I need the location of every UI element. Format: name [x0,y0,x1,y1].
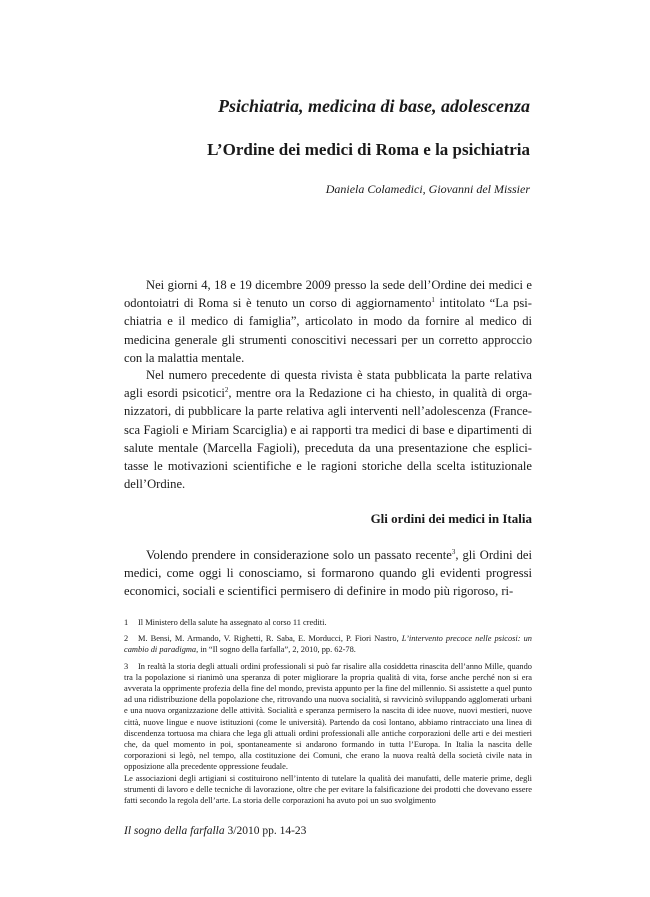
footnote-number: 3 [124,661,129,671]
paragraph-text: , gli Ordini dei medici, come oggi li conosciamo, si formarono quando gli evidenti progressi economici, sociali e scientifici permisero di definire in modo più rigoroso, ri- [124,548,532,599]
footnote-3-continued: Le associazioni degli artigiani si costituirono nell’intento di tutelare la qualità dei manufatti, delle materie prime, degli strumenti di lavoro e delle tecniche di lavorazione, oltre che per evitare la falsificazione dei prodotti che dovevano essere fatti secondo la regola dell’arte. La storia delle corporazioni ha avuto poi un suo svolgimento [124,773,532,806]
issue-pages: 3/2010 pp. 14-23 [224,825,307,837]
section-title: Psichiatria, medicina di base, adolescenza [218,96,530,116]
article-authors: Daniela Colamedici, Giovanni del Missier [325,182,530,196]
paragraph-text: Volendo prendere in considerazione solo un passato recente [146,548,452,562]
footnote-text: M. Bensi, M. Armando, V. Righetti, R. Saba, E. Morducci, P. Fiori Nastro, [138,634,402,644]
article-title: L’Ordine dei medici di Roma e la psichiatria [207,140,530,159]
footnote-text: , in “Il sogno della farfalla”, 2, 2010, pp. 62-78. [196,645,356,655]
paragraph-text: Nel numero precedente di questa rivista è stata pubblicata la parte relativa agli esordi psicotici [124,368,532,401]
body-paragraph-2 [124,366,532,493]
paragraph-text: , mentre ora la Redazione ci ha chiesto, in qualità di organizzatori, di pubblicare la parte relativa agli interventi nell’adolescenza (Francesca Fagioli e Miriam Scarciglia) e ai rapporti tra medici di base e dipartimenti di salute mentale (Marcella Fagioli), preceduta da una presentazione che esplicitasse le motivazioni scientifiche e le ragioni storiche della scelta istituzionale dell’Ordine. [124,386,532,492]
footnote-2 [124,633,532,655]
journal-name: Il sogno della farfalla [124,825,225,837]
footnote-ref-3[interactable]: 3 [451,548,456,556]
paragraph-text: Nei giorni 4, 18 e 19 dicembre 2009 presso la sede dell’Ordine dei medici e odontoiatri di Roma si è tenuto un corso di aggiornamento [124,278,532,311]
section-subheading: Gli ordini dei medici in Italia [370,511,532,526]
paragraph-text: intitolato “La psichiatria e il medico di famiglia”, articolato in modo da fornire al medico di medicina generale gli strumenti conoscitivi necessari per un corretto approccio con la malattia mentale. [124,296,532,365]
footnote-text: In realtà la storia degli attuali ordini professionali si può far risalire alla cosiddetta rinascita dell’anno Mille, quando tra la popolazione si rianimò una speranza di poter migliorare la propria qualità di vita, forse anche perché non si era avverata la opprimente profezia della fine del mondo, prevista appunto per la fine del millennio. Si assistette a quel punto ad una ridistribuzione della popolazione che, ritrovando una nuova socialità, si ravvicinò sviluppando agglomerati urbani e una nuova organizzazione delle attività. Socialità e speranza permisero la nascita di idee nuove, nuovi mestieri, nuove città, nuove lingue e nuove istituzioni (come le università). Partendo da così lontano, abbiamo rintracciato una linea di discendenza tortuosa ma chiara che lega gli attuali ordini professionali alle antiche corporazioni delle arti e dei mestieri che, da quel momento in poi, spontaneamente si andarono formando in tutta l’Europa. In Italia la nascita delle corporazioni si legò, nel tempo, alla costituzione dei Comuni, che erano la nuova realtà della società civile nata in opposizione alla precedente oppressione feudale. [124,661,532,772]
footnote-number: 1 [124,618,129,627]
footnote-ref-1[interactable]: 1 [431,296,435,305]
footnote-3 [124,661,532,773]
footnote-1 [124,617,532,628]
footnote-number: 2 [124,634,129,644]
footnote-ref-2[interactable]: 2 [224,386,229,395]
running-footer [124,825,306,837]
body-paragraph-1 [124,276,532,367]
footnotes [124,617,532,806]
footnote-text: Il Ministero della salute ha assegnato al corso 11 crediti. [138,618,327,627]
body-paragraph-3 [124,546,532,601]
footnote-cited-title: L’intervento precoce nelle psicosi: un cambio di paradigma [124,634,532,655]
